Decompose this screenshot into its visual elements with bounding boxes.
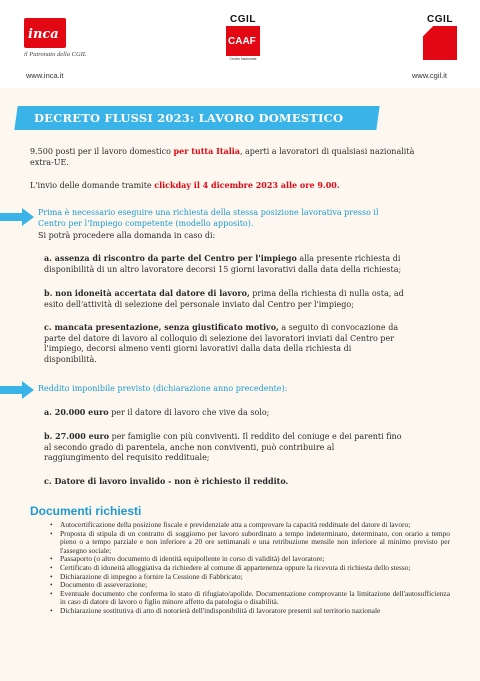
item-a-text: alla presente richiesta di bbox=[296, 254, 401, 263]
section1-item-c bbox=[44, 322, 444, 365]
document-item: • Dichiarazione sostitutiva di atto di notorietà dell'indisponibilità di lavoratore presenti sul territorio nazionale bbox=[60, 607, 450, 616]
document-item: • Dichiarazione di impegno a fornire la Cessione di Fabbricato; bbox=[60, 573, 450, 582]
section1-line: Centro per l'Impiego competente (modello apposito). bbox=[38, 218, 254, 228]
arrow-right-icon bbox=[0, 381, 34, 399]
section1-lead: Si potrà procedere alla domanda in caso di: bbox=[38, 231, 216, 240]
document-item: • Autocertificazione della posizione fiscale e previdenziale atta a comprovare la capacità reddituale del datore di lavoro; bbox=[60, 521, 450, 530]
item-c-text: disponibilità. bbox=[44, 354, 97, 364]
section1-intro bbox=[38, 208, 458, 229]
documents-title: Documenti richiesti bbox=[30, 504, 142, 518]
cgil-logo bbox=[420, 14, 460, 60]
item-b-title: b. 27.000 euro bbox=[44, 431, 110, 441]
section1-item-b bbox=[44, 288, 444, 310]
document-item: • Certificato di idoneità alloggiativa da richiedere al comune di appartenenza oppure la ricevuta di richiesta dello stesso; bbox=[60, 564, 450, 573]
caaf-logo bbox=[220, 14, 266, 61]
item-b-title: b. non idoneità accertata dal datore di lavoro, bbox=[44, 288, 250, 298]
caaf-cgil-text: CGIL bbox=[230, 14, 256, 25]
inca-logo bbox=[24, 18, 104, 58]
document-item: • Passaporto (o altro documento di identità equipollente in corso di validità) del lavoratore; bbox=[60, 555, 450, 564]
intro-highlight: per tutta Italia bbox=[173, 146, 240, 156]
item-b-text: raggiungimento del requisito reddituale; bbox=[44, 453, 210, 462]
intro-paragraph-1 bbox=[30, 146, 460, 168]
clickday-highlight: clickday il 4 dicembre 2023 alle ore 9.00. bbox=[154, 180, 340, 190]
item-b-text: prima della richiesta di nulla osta, ad bbox=[249, 289, 404, 298]
caaf-logo-text: CAAF bbox=[228, 36, 256, 47]
item-c-text: a seguito di convocazione da bbox=[278, 323, 399, 332]
item-b-text: al secondo grado di parentela, anche non conviventi, può contribuire al bbox=[44, 442, 335, 452]
item-c-title: c. Datore di lavoro invalido - non è richiesto il reddito. bbox=[44, 476, 289, 486]
arrow-right-icon bbox=[0, 208, 34, 226]
document-item: • Proposta di stipula di un contratto di soggiorno per lavoro subordinato a tempo indeterminato, determinato, con orario a tempo pieno o a tempo parziale e non inferiore a 20 ore settimanali e una retribuzione mensile non inferiore al minimo previsto per l'assegno sociale; bbox=[60, 530, 450, 556]
section2-item-c bbox=[44, 476, 444, 488]
section2-heading: Reddito imponibile previsto (dichiarazione anno precedente): bbox=[38, 384, 288, 393]
inca-site-link[interactable]: www.inca.it bbox=[26, 71, 64, 80]
intro-text: 9.500 posti per il lavoro domestico bbox=[30, 147, 174, 156]
item-a-title: a. 20.000 euro bbox=[44, 407, 109, 417]
page-title: DECRETO FLUSSI 2023: LAVORO DOMESTICO bbox=[34, 111, 344, 125]
item-a-title: a. assenza di riscontro da parte del Centro per l'impiego bbox=[44, 253, 297, 263]
section1-line: Prima è necessario eseguire una richiesta della stessa posizione lavorativa presso il bbox=[38, 208, 379, 217]
item-a-text: per il datore di lavoro che vive da solo; bbox=[108, 408, 270, 417]
section2-item-b bbox=[44, 431, 444, 464]
item-c-title: c. mancata presentazione, senza giustificato motivo, bbox=[44, 322, 279, 332]
documents-list bbox=[60, 521, 450, 616]
document-item: • Eventuale documento che conferma lo stato di rifugiato/apolide. Documentazione comprovante la limitazione dell'autosufficienza in caso di datore di lavoro o figlio minore affetto da patologia o disabilità. bbox=[60, 590, 450, 607]
section1-item-a bbox=[44, 253, 444, 275]
item-c-text: l'impiego, decorsi almeno venti giorni lavorativi dalla data della richiesta di bbox=[44, 344, 352, 353]
item-b-text: per famiglie con più conviventi. Il reddito del coniuge e dei parenti fino bbox=[109, 432, 402, 441]
inca-logo-text: inca bbox=[28, 27, 59, 42]
caaf-sub-text: Centro Nazionale bbox=[229, 57, 257, 61]
intro-text: extra-UE. bbox=[30, 157, 69, 167]
inca-tagline: il Patronato della CGIL bbox=[24, 51, 87, 58]
item-c-text: parte del datore di lavoro al colloquio di selezione dei lavoratori inviati dal Centro per bbox=[44, 333, 395, 343]
document-item: • Documento di asseverazione; bbox=[60, 581, 450, 590]
intro-paragraph-2 bbox=[30, 180, 460, 192]
cgil-logo-shape bbox=[423, 26, 457, 60]
cgil-logo-text: CGIL bbox=[427, 14, 453, 25]
cgil-site-link[interactable]: www.cgil.it bbox=[412, 71, 448, 80]
intro-text: L'invio delle domande tramite bbox=[30, 181, 155, 190]
header bbox=[0, 0, 480, 88]
item-b-text: esito dell'attività di selezione del personale inviato dal Centro per l'impiego; bbox=[44, 299, 354, 309]
item-a-text: disponibilità di un altro lavoratore decorsi 15 giorni lavorativi dalla data della richiesta; bbox=[44, 264, 402, 274]
section2-item-a bbox=[44, 407, 444, 419]
intro-text: , aperti a lavoratori di qualsiasi nazionalità bbox=[239, 147, 415, 156]
